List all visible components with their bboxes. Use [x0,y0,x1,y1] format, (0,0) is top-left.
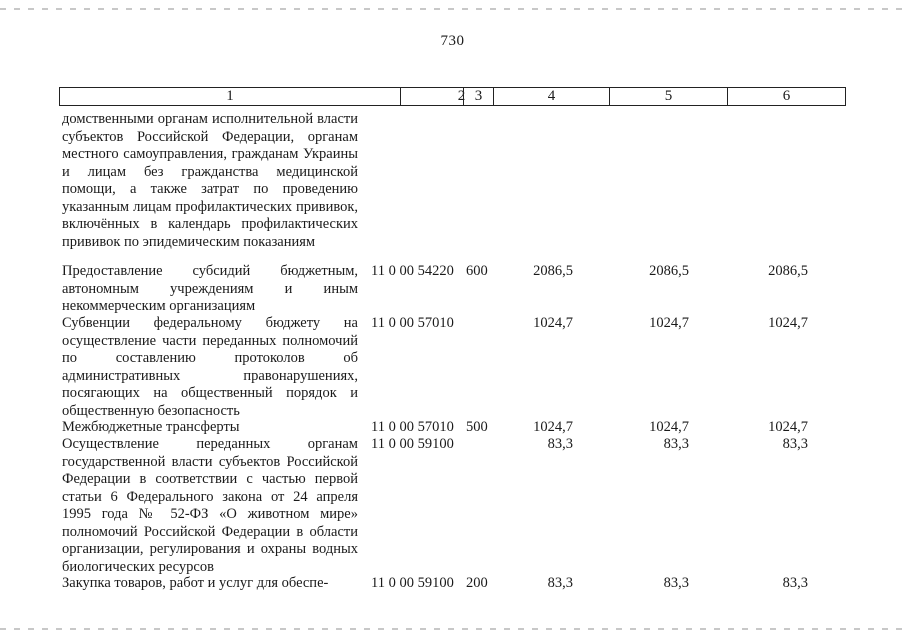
row-description: Межбюджетные трансферты [62,419,240,435]
page-number: 730 [440,33,465,49]
row-description: Субвенции федеральному бюджету на осуществление части переданных полномочий по составлению протоколов об административных правонарушениях, посягающих на общественный порядок и общественную безопасность [62,315,358,419]
row-value-col5: 2086,5 [649,263,689,279]
header-col-2: 2 [400,88,522,105]
row-value-col4: 83,3 [547,575,573,591]
row-target-code: 11 0 00 59100 [371,436,454,452]
row-target-code: 11 0 00 59100 [371,575,454,591]
row-target-code: 11 0 00 57010 [371,419,454,435]
header-col-1: 1 [226,88,234,104]
row-description: Предоставление субсидий бюджетным, автономным учреждениям и иным некоммерческим организациям [62,263,358,314]
header-col-6: 6 [727,88,845,105]
row-value-col6: 1024,7 [768,315,808,331]
row-expense-type: 500 [466,419,488,435]
table-header-row [59,87,846,106]
row-expense-type: 600 [466,263,488,279]
row-value-col5: 83,3 [663,436,689,452]
row-target-code: 11 0 00 54220 [371,263,454,279]
row-description: Осуществление переданных органам государственной власти субъектов Российской Федерации в соответствии с частью первой статьи 6 Федерального закона от 24 апреля 1995 года № 52-ФЗ «О животном мире» полномочий Российской Федерации в области организации, регулирования и охраны водных биологических ресурсов [62,436,358,575]
row-value-col4: 2086,5 [533,263,573,279]
row-value-col4: 1024,7 [533,419,573,435]
row-value-col4: 83,3 [547,436,573,452]
row-value-col5: 1024,7 [649,315,689,331]
row-description: домственными органам исполнительной власти субъектов Российской Федерации, органам местного самоуправления, гражданам Украины и лицам без гражданства медицинской помощи, а также затрат по проведению указанным лицам профилактических прививок, включённых в календарь профилактических прививок по эпидемическим показаниям [62,111,358,250]
row-value-col4: 1024,7 [533,315,573,331]
row-value-col5: 83,3 [663,575,689,591]
row-value-col6: 83,3 [782,575,808,591]
header-col-5: 5 [609,88,727,105]
header-col-3: 3 [463,88,493,105]
row-value-col6: 83,3 [782,436,808,452]
scan-edge-top [0,8,905,10]
row-value-col5: 1024,7 [649,419,689,435]
row-description: Закупка товаров, работ и услуг для обеспе- [62,575,329,591]
row-value-col6: 2086,5 [768,263,808,279]
header-col-4: 4 [493,88,609,105]
row-value-col6: 1024,7 [768,419,808,435]
row-target-code: 11 0 00 57010 [371,315,454,331]
scan-edge-bottom [0,628,905,630]
row-expense-type: 200 [466,575,488,591]
